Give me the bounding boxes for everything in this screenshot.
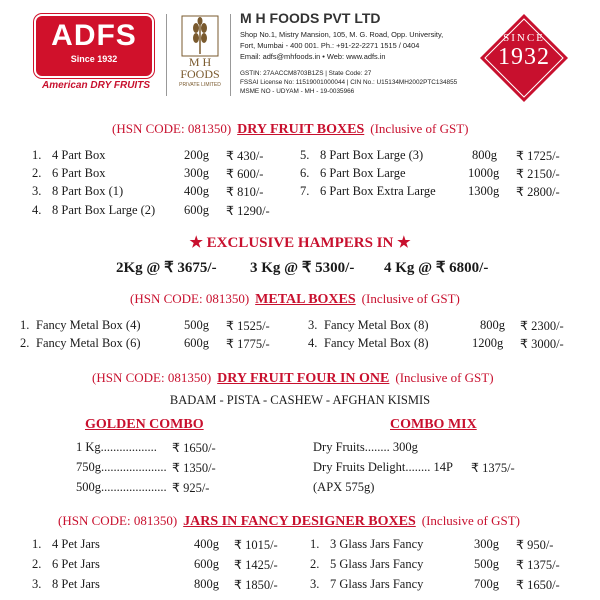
- hamper-price: 4 Kg @ ₹ 6800/-: [384, 260, 489, 276]
- list-item: 3. 8 Part Box (1) 400g ₹ 810/-: [32, 184, 264, 199]
- list-item: 1. Fancy Metal Box (4) 500g ₹ 1525/-: [20, 318, 270, 333]
- list-item: 4. 8 Part Box Large (2) 600g ₹ 1290/-: [32, 203, 270, 218]
- company-name: M H FOODS PVT LTD: [240, 10, 381, 26]
- gst-note: (Inclusive of GST): [370, 121, 469, 136]
- four-in-one-contents: BADAM - PISTA - CASHEW - AFGHAN KISMIS: [169, 393, 431, 407]
- list-item: 1. 4 Part Box 200g ₹ 430/-: [32, 148, 264, 163]
- list-item: 500g..................... ₹ 925/-: [76, 480, 210, 495]
- hamper-price: 3 Kg @ ₹ 5300/-: [250, 260, 355, 276]
- section-title: METAL BOXES: [255, 292, 356, 307]
- registration-line: GSTIN: 27AACCM8703B1ZS | State Code: 27: [240, 70, 372, 77]
- hsn-code: (HSN CODE: 081350): [92, 370, 212, 385]
- since-label: SINCE: [503, 32, 545, 44]
- list-item: 5. 8 Part Box Large (3) 800g ₹ 1725/-: [300, 148, 560, 163]
- list-item: 3. Fancy Metal Box (8) 800g ₹ 2300/-: [308, 318, 564, 333]
- registration-line: MSME NO - UDYAM - MH - 19-0035966: [240, 88, 355, 95]
- divider: [230, 14, 231, 96]
- list-item: 6. 6 Part Box Large 1000g ₹ 2150/-: [300, 166, 560, 181]
- list-item: 3. 8 Pet Jars 800g ₹ 1850/-: [32, 577, 278, 592]
- golden-combo-title: GOLDEN COMBO: [85, 417, 204, 432]
- section-heading-jars: [58, 513, 520, 530]
- list-item: 1. 4 Pet Jars 400g ₹ 1015/-: [32, 537, 278, 552]
- hsn-code: (HSN CODE: 081350): [58, 513, 178, 528]
- gst-note: (Inclusive of GST): [361, 291, 460, 306]
- list-item: 4. Fancy Metal Box (8) 1200g ₹ 3000/-: [308, 336, 564, 351]
- registration-line: FSSAI License No: 11519001000044 | CIN No.: U15134MH2002PTC134855: [240, 79, 458, 86]
- combo-mix-line: Dry Fruits Delight........ 14P ₹ 1375/-: [313, 460, 515, 475]
- section-heading-metal-boxes: [130, 291, 460, 308]
- section-title: JARS IN FANCY DESIGNER BOXES: [183, 514, 416, 529]
- adfs-logo-since: Since 1932: [70, 54, 118, 64]
- address-line: Email: adfs@mhfoods.in • Web: www.adfs.in: [240, 52, 386, 61]
- list-item: 2. Fancy Metal Box (6) 600g ₹ 1775/-: [20, 336, 270, 351]
- list-item: 2. 5 Glass Jars Fancy 500g ₹ 1375/-: [310, 557, 560, 572]
- combo-mix-line: Dry Fruits........ 300g: [313, 440, 418, 454]
- hampers-title: ★ EXCLUSIVE HAMPERS IN ★: [189, 235, 411, 251]
- list-item: 750g..................... ₹ 1350/-: [76, 460, 216, 475]
- section-title: DRY FRUIT FOUR IN ONE: [217, 371, 390, 386]
- list-item: 2. 6 Pet Jars 600g ₹ 1425/-: [32, 557, 278, 572]
- gst-note: (Inclusive of GST): [421, 513, 520, 528]
- adfs-logo-text: ADFS: [51, 19, 137, 52]
- mh-foods-subtext: PRIVATE LIMITED: [179, 82, 221, 88]
- section-title: DRY FRUIT BOXES: [237, 122, 365, 137]
- hsn-code: (HSN CODE: 081350): [130, 291, 250, 306]
- list-item: 1 Kg.................. ₹ 1650/-: [76, 440, 216, 455]
- address-line: Fort, Mumbai - 400 001. Ph.: +91-22-2271 1515 / 0404: [240, 41, 420, 50]
- list-item: 2. 6 Part Box 300g ₹ 600/-: [32, 166, 264, 181]
- divider: [166, 14, 167, 96]
- tagline: American DRY FRUITS: [42, 80, 150, 91]
- hamper-price: 2Kg @ ₹ 3675/-: [116, 260, 217, 276]
- section-heading-dry-fruit-boxes: [112, 121, 468, 138]
- address-line: Shop No.1, Mistry Mansion, 105, M. G. Road, Opp. University,: [240, 30, 444, 39]
- section-heading-four-in-one: [92, 370, 494, 387]
- mh-foods-text: M H FOODS: [180, 55, 220, 81]
- list-item: 3. 7 Glass Jars Fancy 700g ₹ 1650/-: [310, 577, 560, 592]
- list-item: 7. 6 Part Box Extra Large 1300g ₹ 2800/-: [300, 184, 560, 199]
- gst-note: (Inclusive of GST): [395, 370, 494, 385]
- combo-mix-line: (APX 575g): [313, 480, 375, 494]
- list-item: 1. 3 Glass Jars Fancy 300g ₹ 950/-: [310, 537, 554, 552]
- since-year: 1932: [498, 44, 550, 70]
- combo-mix-title: COMBO MIX: [390, 417, 477, 432]
- hsn-code: (HSN CODE: 081350): [112, 121, 232, 136]
